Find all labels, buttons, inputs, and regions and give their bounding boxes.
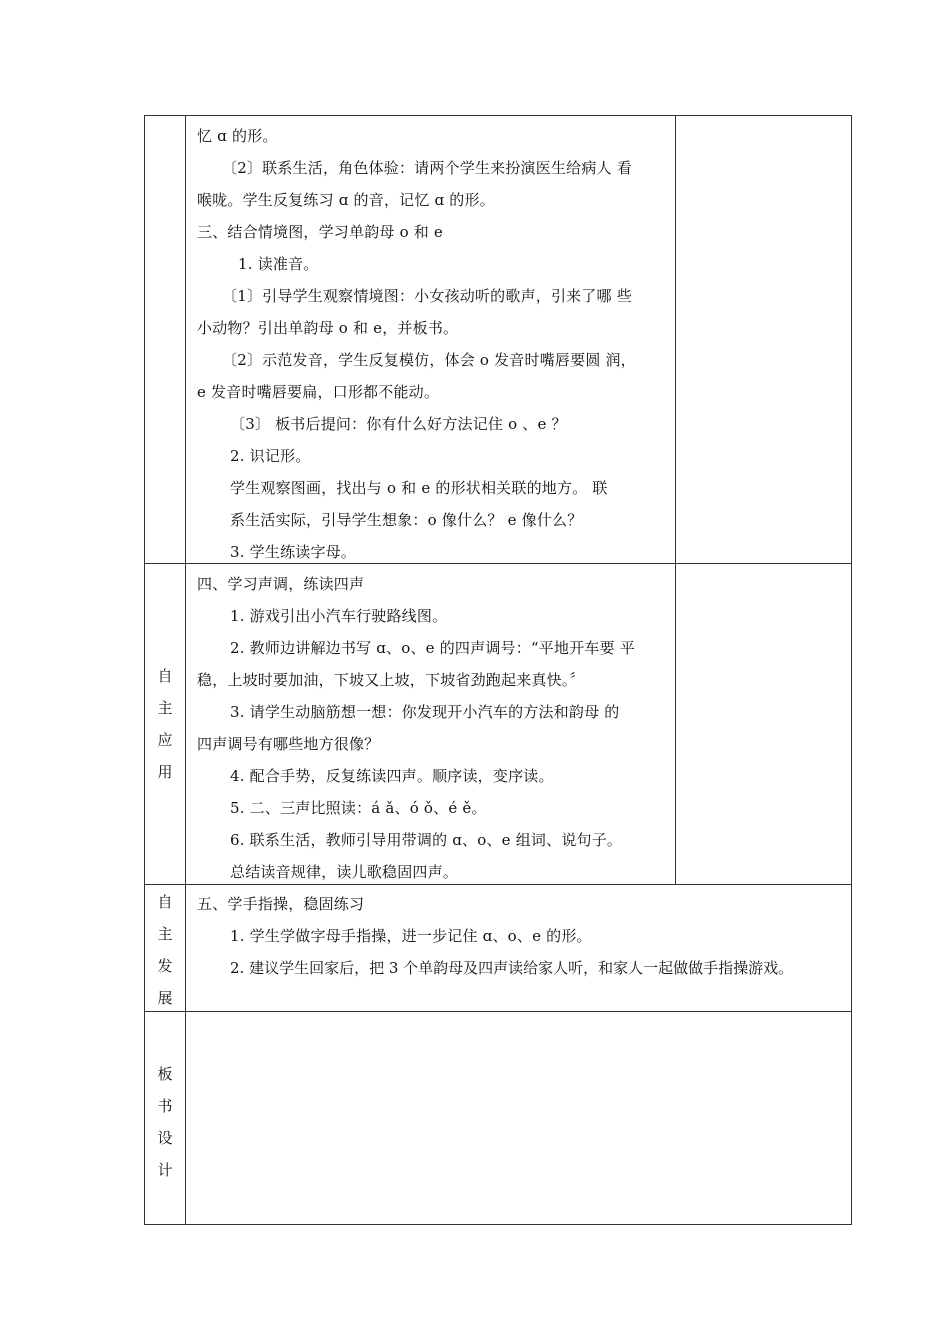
label-char: 用 bbox=[157, 763, 173, 781]
content-line: 小动物？引出单韵母 o 和 e，并板书。 bbox=[197, 319, 459, 337]
content-line: 1. 学生学做字母手指操，进一步记住 ɑ、o、e 的形。 bbox=[230, 927, 592, 945]
content-line: 喉咙。学生反复练习 ɑ 的音，记忆 ɑ 的形。 bbox=[197, 191, 495, 209]
table-bottom-border bbox=[144, 1224, 852, 1225]
content-line: 稳，上坡时要加油，下坡又上坡，下坡省劲跑起来真快。〞 bbox=[197, 671, 585, 689]
section4-label bbox=[145, 1058, 185, 1186]
content-line: 〔3〕 板书后提问：你有什么好方法记住 o 、e ？ bbox=[230, 415, 567, 433]
content-line: 三、结合情境图，学习单韵母 o 和 e bbox=[197, 223, 444, 241]
content-line: 〔2〕联系生活，角色体验：请两个学生来扮演医生给病人 看 bbox=[222, 159, 632, 177]
content-line: 系生活实际，引导学生想象：o 像什么？ e 像什么？ bbox=[230, 511, 583, 529]
section2-label bbox=[145, 660, 185, 788]
content-line: 学生观察图画，找出与 o 和 e 的形状相关联的地方。 联 bbox=[230, 479, 608, 497]
table-right-border bbox=[851, 115, 852, 1225]
label-column-divider bbox=[185, 115, 186, 1225]
row-divider-3 bbox=[144, 1011, 852, 1012]
label-char: 设 bbox=[157, 1129, 173, 1147]
label-char: 计 bbox=[157, 1161, 173, 1179]
label-char: 书 bbox=[157, 1097, 173, 1115]
content-line: 四、学习声调，练读四声 bbox=[197, 575, 365, 593]
content-line: 6. 联系生活，教师引导用带调的 ɑ、o、e 组词、说句子。 bbox=[230, 831, 623, 849]
content-line: 5. 二、三声比照读：á ǎ、ó ǒ、é ě。 bbox=[230, 799, 487, 817]
notes-column-divider bbox=[675, 115, 676, 885]
label-char: 主 bbox=[157, 699, 173, 717]
content-line: 3. 请学生动脑筋想一想：你发现开小汽车的方法和韵母 的 bbox=[230, 703, 620, 721]
content-line: 〔2〕示范发音，学生反复模仿，体会 o 发音时嘴唇要圆 润， bbox=[222, 351, 636, 369]
content-line: e 发音时嘴唇要扁，口形都不能动。 bbox=[197, 383, 440, 401]
table-top-border bbox=[144, 115, 852, 116]
content-line: 忆 ɑ 的形。 bbox=[197, 127, 278, 145]
content-line: 2. 教师边讲解边书写 ɑ、o、e 的四声调号：“平地开车要 平 bbox=[230, 639, 635, 657]
content-line: 四声调号有哪些地方很像？ bbox=[197, 735, 380, 753]
content-line: 4. 配合手势，反复练读四声。顺序读，变序读。 bbox=[230, 767, 554, 785]
content-line: 1. 游戏引出小汽车行驶路线图。 bbox=[230, 607, 448, 625]
content-line: 总结读音规律，读儿歌稳固四声。 bbox=[230, 863, 459, 881]
content-line: 五、学手指操，稳固练习 bbox=[197, 895, 365, 913]
content-line: 2. 识记形。 bbox=[230, 447, 311, 465]
content-line: 1. 读准音。 bbox=[238, 255, 319, 273]
label-char: 应 bbox=[157, 731, 173, 749]
label-char: 发 bbox=[157, 957, 173, 975]
content-line: 〔1〕引导学生观察情境图：小女孩动听的歌声，引来了哪 些 bbox=[222, 287, 632, 305]
row-divider-1 bbox=[144, 563, 852, 564]
label-char: 自 bbox=[157, 667, 173, 685]
section3-label bbox=[145, 886, 185, 1014]
label-char: 主 bbox=[157, 925, 173, 943]
content-line: 2. 建议学生回家后，把 3 个单韵母及四声读给家人听，和家人一起做做手指操游戏。 bbox=[230, 959, 794, 977]
row-divider-2 bbox=[144, 884, 852, 885]
content-line: 3. 学生练读字母。 bbox=[230, 543, 357, 561]
label-char: 自 bbox=[157, 893, 173, 911]
label-char: 展 bbox=[157, 989, 173, 1007]
label-char: 板 bbox=[157, 1065, 173, 1083]
